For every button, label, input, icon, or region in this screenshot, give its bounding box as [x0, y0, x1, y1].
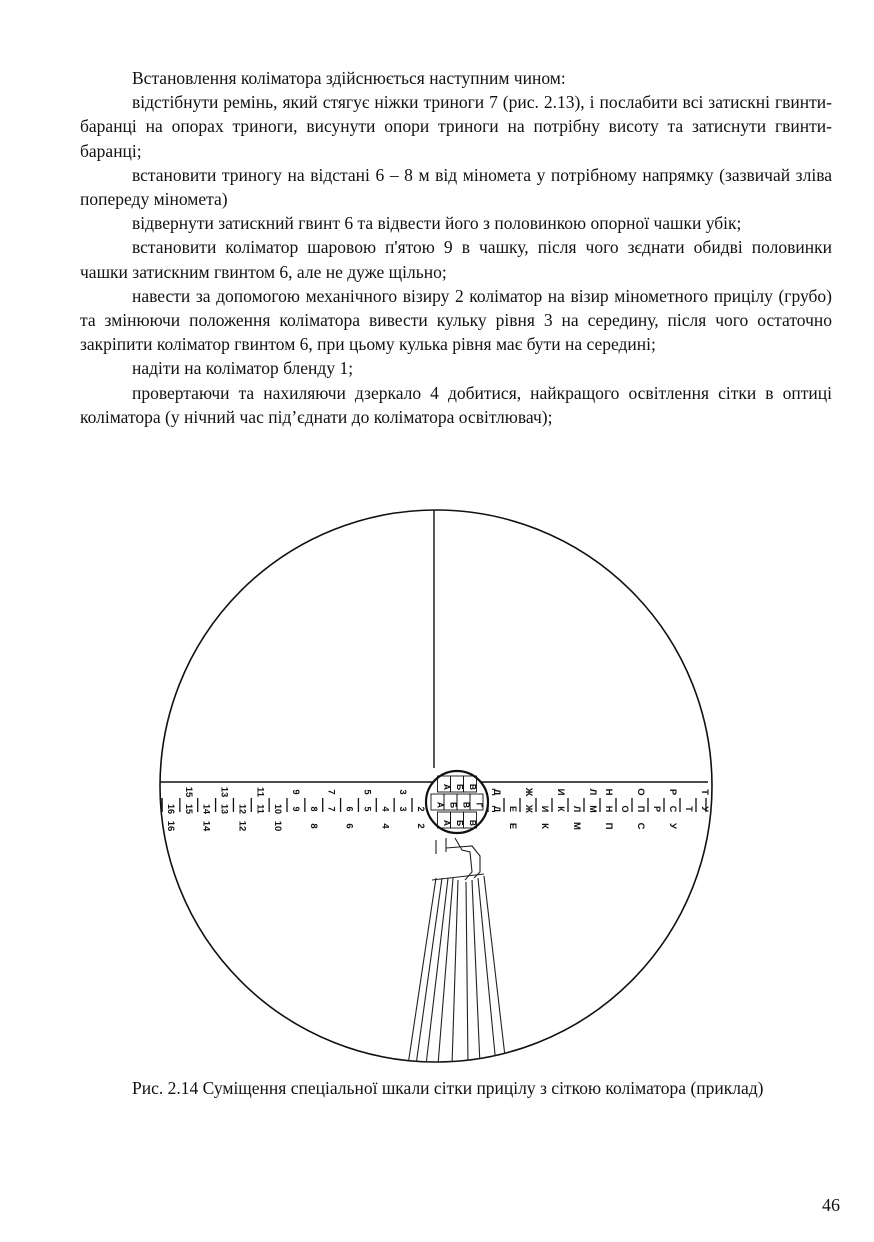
right-scale-bottom-label: К	[539, 823, 550, 829]
paragraph-step-5: навести за допомогою механічного візиру 2 коліматор на візир мінометного прицілу (грубо) та змінюючи положення коліматора вивести кульку рівня 3 на середину, після чого остаточно закріпити коліматор гвинтом 6, при цьому кулька рівня має бути на середині;	[80, 285, 832, 355]
page-number: 46	[822, 1195, 840, 1215]
left-scale-bottom-label: 12	[236, 820, 248, 832]
right-scale-bottom-label: С	[635, 822, 646, 830]
left-scale-boxed-label: 9	[291, 806, 301, 812]
right-scale-top-label: Л	[587, 788, 598, 796]
left-scale-boxed-label: 11	[255, 804, 266, 814]
paragraph-step-2: встановити триногу на відстані 6 – 8 м від міномета у потрібному напрямку (зазвичай зліва попереду міномета)	[80, 164, 832, 210]
left-scale-bottom-label: 6	[343, 823, 355, 829]
left-scale-bottom-label: 14	[200, 820, 212, 832]
center-grid-letter: В	[468, 783, 478, 791]
collimator-tripod	[408, 838, 506, 1065]
reticle-figure	[150, 500, 722, 1070]
paragraph-intro: Встановлення коліматора здійснюється наступним чином:	[132, 68, 566, 88]
left-scale-bottom-label: 4	[379, 823, 391, 829]
left-scale-boxed-label: 6	[344, 806, 355, 812]
center-grid-letter: Б	[455, 819, 465, 827]
right-scale-top-label: О	[635, 788, 646, 796]
right-scale-boxed-label: М	[588, 805, 598, 813]
right-scale-boxed-label: С	[668, 805, 678, 813]
right-scale-boxed-label: Д	[492, 805, 502, 813]
left-scale-top-label: 7	[325, 789, 337, 795]
paragraph-step-3: відвернути затискний гвинт 6 та відвести його з половинкою опорної чашки убік;	[132, 213, 742, 234]
right-scale-boxed-label: К	[556, 806, 566, 812]
paragraph-step-1: відстібнути ремінь, який стягує ніжки триноги 7 (рис. 2.13), і послабити всі затискні гвинти-баранці на опорах триноги, висунути опори триноги на потрібну висоту та затиснути гвинти-баранці;	[80, 92, 832, 161]
center-grid-letter: А	[442, 819, 452, 827]
left-scale-boxed-label: 12	[237, 803, 248, 815]
left-scale-top-label: 13	[218, 786, 230, 798]
left-scale-boxed-label: 14	[201, 803, 212, 815]
reticle-illustration	[150, 500, 722, 1070]
figure-caption: Рис. 2.14 Суміщення спеціальної шкали сітки прицілу з сіткою коліматора (приклад)	[132, 1078, 764, 1098]
right-scale-top-label: Д	[491, 788, 502, 796]
paragraph-step-6: надіти на коліматор бленду 1;	[132, 358, 354, 379]
right-scale-top-label: Р	[667, 788, 678, 796]
right-scale-bottom-label: У	[667, 823, 678, 829]
center-grid-letter: В	[468, 819, 478, 827]
right-scale-boxed-label: О	[620, 805, 630, 813]
right-scale-boxed-label: П	[636, 805, 646, 813]
right-scale-boxed-label: Е	[508, 805, 518, 813]
right-scale-boxed-label: Л	[572, 805, 582, 813]
right-scale-top-label: Т	[699, 789, 710, 795]
left-scale-bottom-label: 16	[165, 820, 176, 832]
center-grid-letter: В	[461, 801, 472, 809]
center-grid-letter: А	[435, 801, 446, 809]
left-scale-boxed-label: 3	[398, 806, 409, 812]
right-scale-bottom-label: М	[571, 822, 582, 830]
right-scale-boxed-label: Н	[604, 805, 614, 813]
right-scale-top-label: И	[555, 788, 566, 796]
right-scale-top-label: Н	[603, 788, 614, 796]
left-scale-boxed-label: 4	[380, 806, 391, 812]
left-scale-bottom-label: 2	[415, 823, 426, 829]
right-scale-top-label: Ж	[523, 787, 534, 797]
right-scale-bottom-label: Е	[507, 822, 518, 830]
left-scale-boxed-label: 15	[183, 803, 194, 815]
paragraph-step-4: встановити коліматор шаровою п'ятою 9 в чашку, після чого зєднати обидві половинки чашки затискним гвинтом 6, але не дуже щільно;	[80, 237, 832, 282]
right-scale-boxed-label: Р	[652, 805, 662, 813]
left-scale-boxed-label: 16	[166, 803, 176, 815]
body-text	[80, 66, 832, 429]
left-scale-boxed-label: 13	[219, 803, 230, 815]
left-scale-bottom-label: 8	[307, 823, 319, 829]
right-scale-bottom-label: П	[603, 822, 614, 830]
left-scale-boxed-label: 5	[362, 806, 373, 812]
right-scale-boxed-label: Ж	[524, 804, 534, 814]
left-scale-bottom-label: 10	[272, 820, 284, 832]
center-grid-letter: Г	[474, 802, 485, 808]
left-scale-top-label: 9	[290, 789, 301, 795]
left-scale-top-label: 15	[182, 786, 194, 798]
center-grid-letter: А	[442, 783, 452, 791]
left-scale-top-label: 11	[254, 786, 266, 798]
left-scale-boxed-label: 8	[308, 806, 319, 812]
center-grid-letter: Б	[448, 801, 459, 809]
right-scale-boxed-label: У	[700, 806, 710, 812]
left-scale-boxed-label: 2	[416, 806, 426, 812]
left-scale-top-label: 5	[361, 789, 373, 795]
left-scale-boxed-label: 7	[326, 806, 337, 812]
left-scale-top-label: 3	[397, 789, 409, 795]
left-scale-boxed-label: 10	[273, 803, 284, 815]
right-scale-boxed-label: Т	[684, 806, 694, 812]
paragraph-step-7: провертаючи та нахиляючи дзеркало 4 добитися, найкращого освітлення сітки в оптиці коліматора (у нічний час під’єднати до коліматора освітлювач);	[80, 382, 832, 427]
center-grid-letter: Б	[455, 783, 465, 791]
right-scale-boxed-label: И	[540, 805, 550, 813]
